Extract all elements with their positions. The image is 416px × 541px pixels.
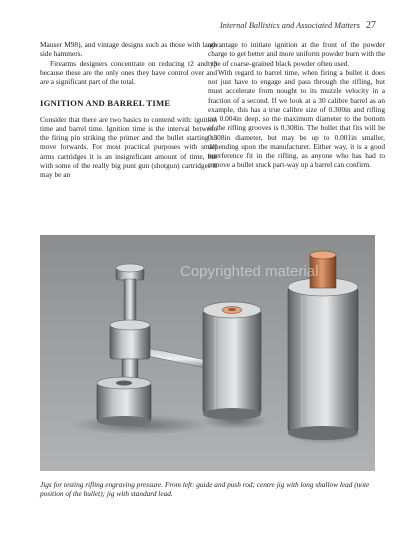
guide-and-push-rod: [97, 264, 220, 426]
paragraph: Mauser M98), and vintage designs such as those with large side hammers.: [40, 40, 217, 59]
section-heading: IGNITION AND BARREL TIME: [40, 98, 171, 109]
paragraph: With regard to barrel time, when firing a bullet it does not just have to engage and pass through the rifling, but must accelerate from nought to its muzzle velocity in a fraction of a second. If we look at a 30 calibre barrel as an example, this has a true calibre size of 0.300in and rifling cut 0.004in deep, so the maximum diameter to the bottom of the rifling grooves is 0.308in. The bullet that fits will be 0.308in diameter, but may be up to 0.001in smaller, depending upon the manufacturer. Either way, it is a good interference fit in the rifling, as anyone who has had to remove a bullet stuck part-way up a barrel can confirm.: [208, 67, 385, 170]
running-title: Internal Ballistics and Associated Matters: [220, 21, 360, 30]
running-head: [220, 20, 376, 31]
figure-caption: Jigs for testing rifling engraving pressure. From left: guide and push rod; centre jig with long shallow lead (note position of the bullet); jig with standard lead.: [40, 480, 370, 499]
centre-jig: [203, 302, 261, 420]
right-column: [208, 40, 385, 170]
paragraph: advantage to initiate ignition at the front of the powder charge to get better and more uniform powder burn with the type of coarse-grained black powder often used.: [208, 40, 385, 68]
page-number: 27: [366, 20, 376, 31]
left-column: [40, 40, 217, 179]
paragraph: Consider that there are two basics to contend with: ignition time and barrel time. Ignition time is the interval between the firing pin striking the primer and the bullet starting to move forwards. For most practical purposes with small arms cartridges it is an insignificant amount of time, but with some of the really big punt gun (shotgun) cartridges it may be an: [40, 114, 217, 179]
watermark: Copyrighted material: [180, 263, 319, 280]
figure-photo: [40, 235, 375, 471]
paragraph: Firearms designers concentrate on reducing t2 and t3 because these are the only ones they have control over and are a significant part of the total.: [40, 58, 217, 86]
